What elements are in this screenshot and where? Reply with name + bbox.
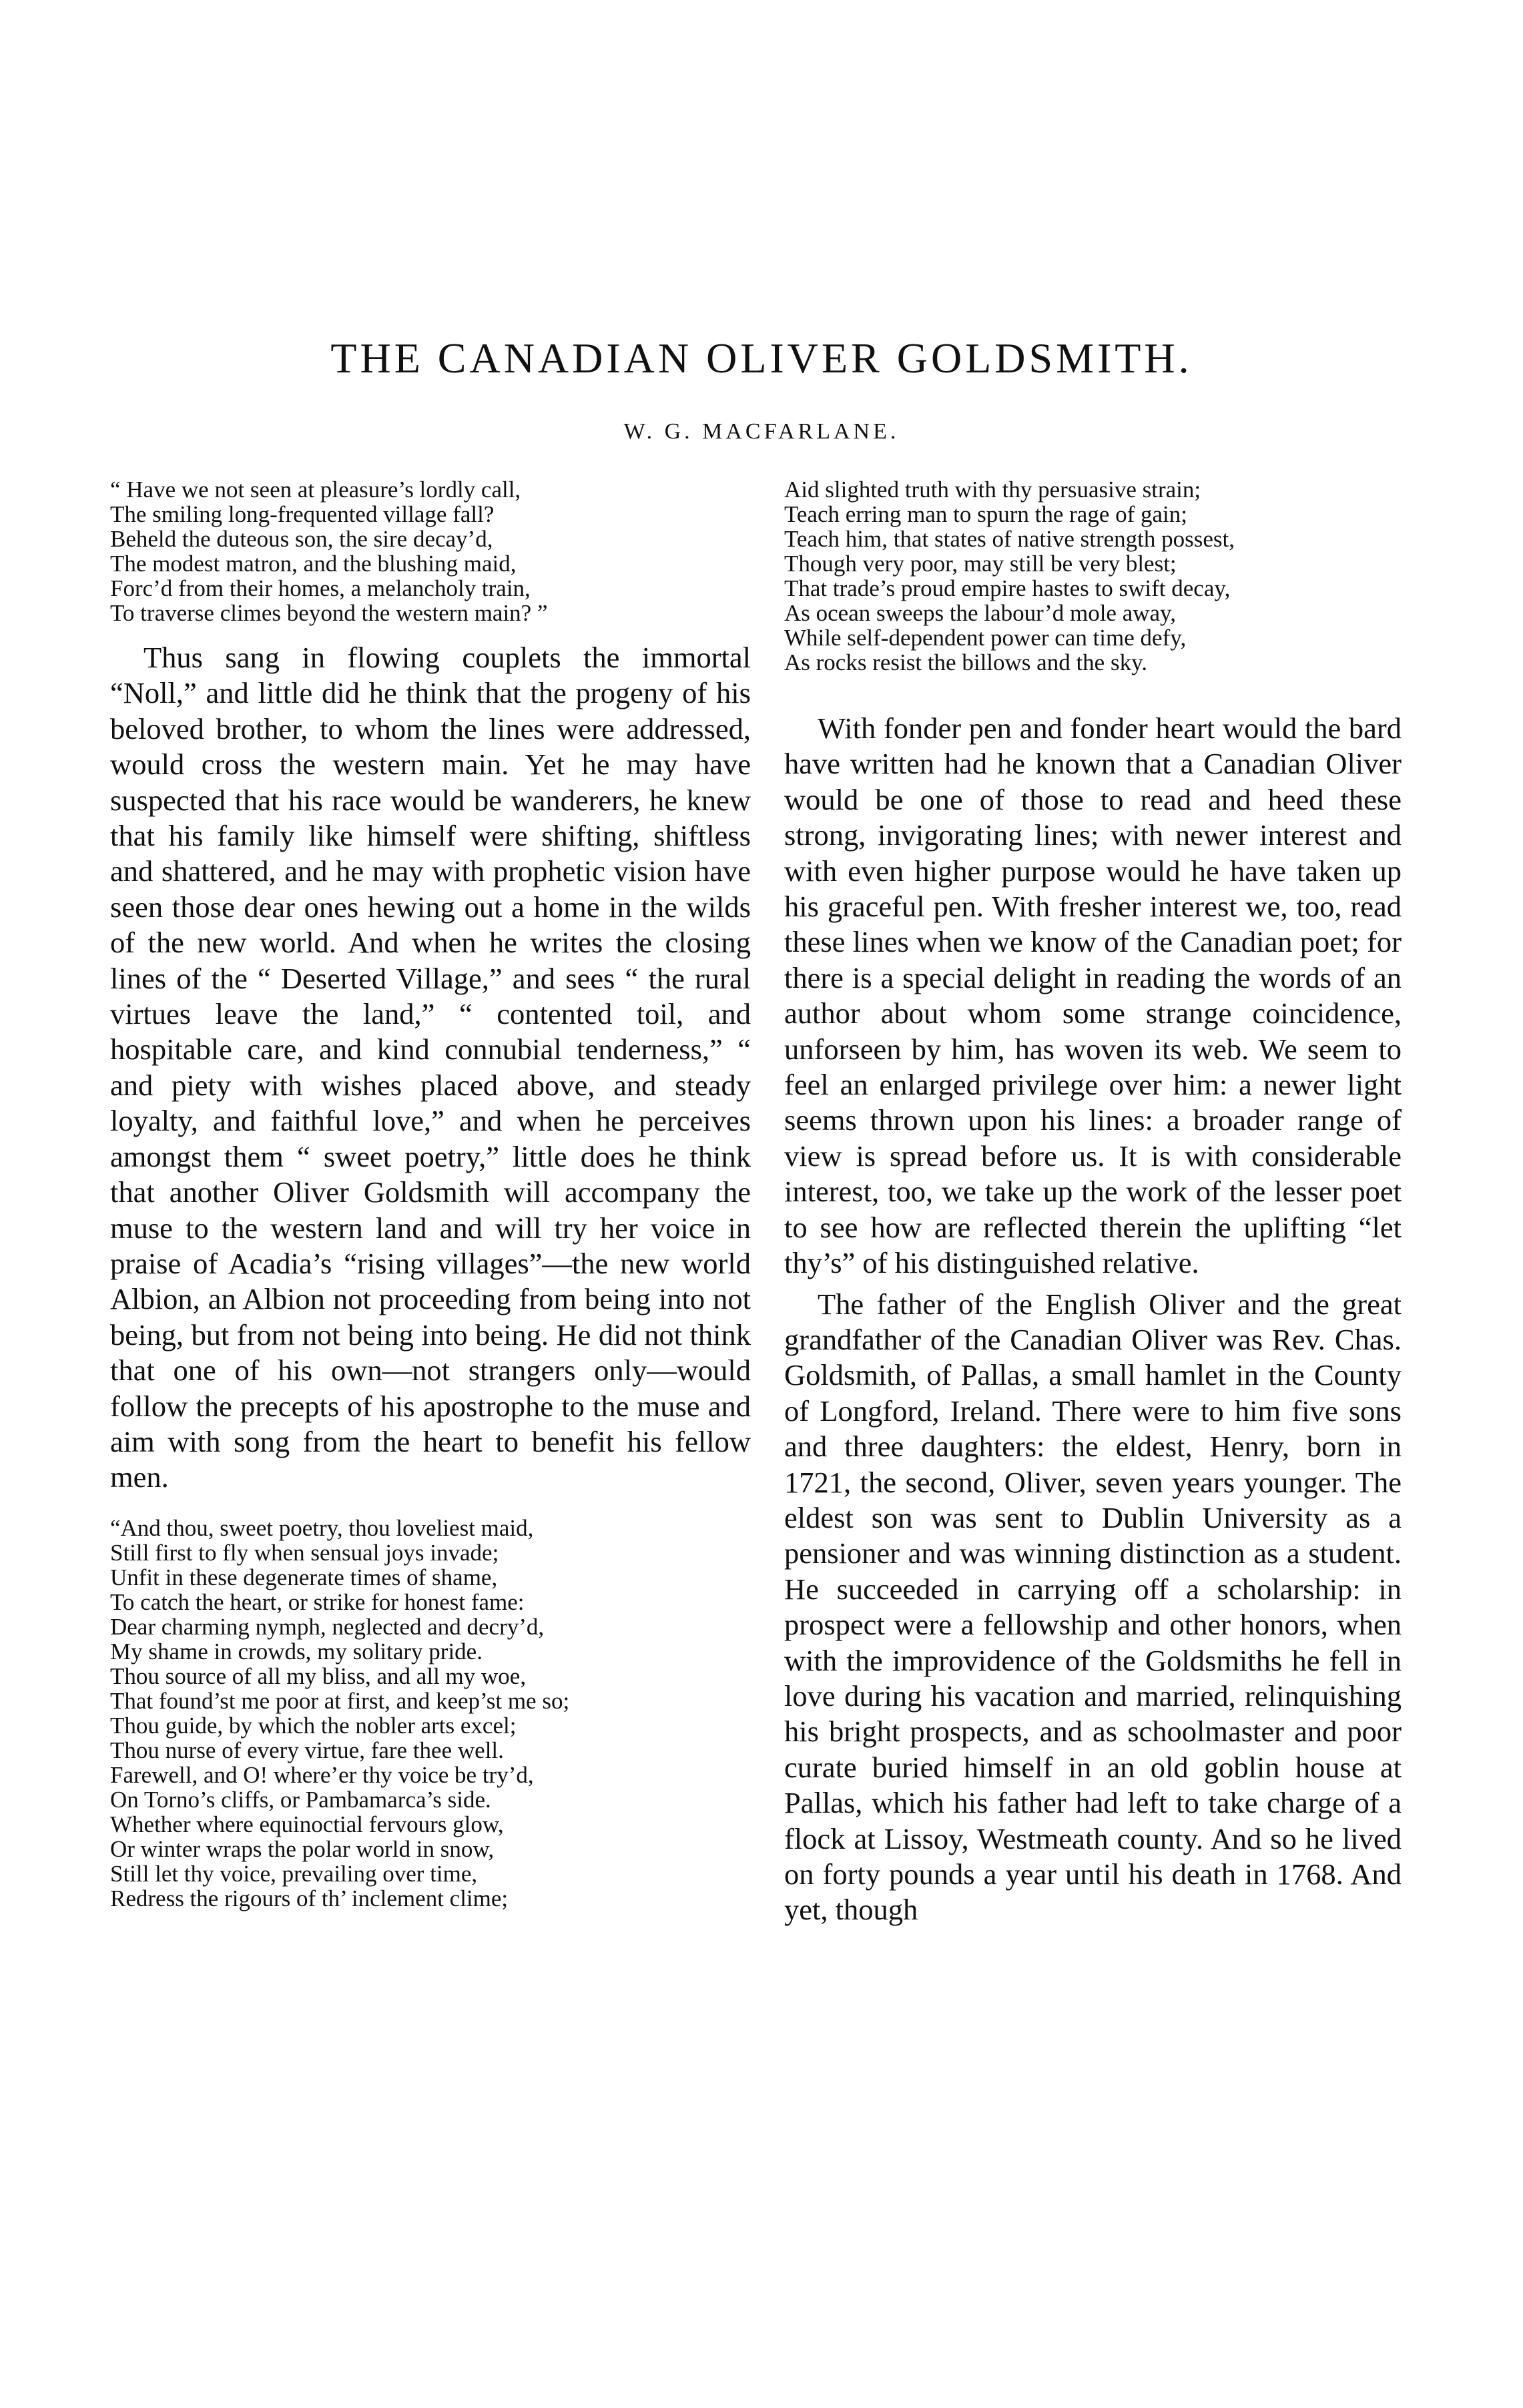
verse-line: Or winter wraps the polar world in snow, xyxy=(110,1835,495,1862)
verse-line: The modest matron, and the blushing maid, xyxy=(110,551,517,577)
article-title: THE CANADIAN OLIVER GOLDSMITH. xyxy=(330,334,1193,382)
verse-line: That found’st me poor at first, and keep’st me so; xyxy=(110,1687,570,1714)
verse-line: Farewell, and O! where’er thy voice be try’d, xyxy=(110,1761,534,1788)
verse-line: On Torno’s cliffs, or Pambamarca’s side. xyxy=(110,1786,491,1813)
verse-line: Forc’d from their homes, a melancholy train, xyxy=(110,575,531,601)
verse-line: As rocks resist the billows and the sky. xyxy=(784,649,1148,675)
verse-line: That trade’s proud empire hastes to swift decay, xyxy=(784,575,1231,601)
verse-line: Thou guide, by which the nobler arts excel; xyxy=(110,1712,517,1739)
verse-line: Still let thy voice, prevailing over time, xyxy=(110,1860,478,1887)
closing-verse xyxy=(110,1516,751,1911)
verse-line: Whether where equinoctial fervours glow, xyxy=(110,1811,504,1837)
verse-line: Redress the rigours of th’ inclement clime; xyxy=(110,1885,509,1911)
article-author: W. G. MACFARLANE. xyxy=(623,419,900,444)
verse-line: To catch the heart, or strike for honest fame: xyxy=(110,1588,525,1615)
verse-line: Aid slighted truth with thy persuasive strain; xyxy=(784,477,1201,503)
left-column xyxy=(110,477,751,1911)
verse-line: Teach him, that states of native strength possest, xyxy=(784,526,1235,552)
verse-line: Unfit in these degenerate times of shame, xyxy=(110,1564,498,1590)
verse-line: Thou nurse of every virtue, fare thee well. xyxy=(110,1737,504,1763)
verse-line: Still first to fly when sensual joys invade; xyxy=(110,1539,499,1566)
verse-line: “ Have we not seen at pleasure’s lordly call, xyxy=(110,477,521,503)
verse-line: The smiling long-frequented village fall? xyxy=(110,501,495,527)
verse-line: Though very poor, may still be very blest; xyxy=(784,551,1177,577)
verse-line: My shame in crowds, my solitary pride. xyxy=(110,1638,483,1665)
continued-verse xyxy=(784,477,1402,675)
verse-line: Dear charming nymph, neglected and decry’d, xyxy=(110,1613,545,1640)
verse-line: “And thou, sweet poetry, thou loveliest maid, xyxy=(110,1514,534,1541)
opening-verse xyxy=(110,477,751,625)
right-column xyxy=(784,477,1402,1928)
right-paragraph-1: With fonder pen and fonder heart would the bard have written had he known that a Canadian Oliver would be one of those to read and heed these strong, invigorating lines; with newer interest and with even higher purpose would he have taken up his graceful pen. With fresher interest we, too, read these lines when we know of the Canadian poet; for there is a special delight in reading the words of an author about whom some strange coincidence, unforseen by him, has woven its web. We seem to feel an enlarged privilege over him: a newer light seems thrown upon his lines: a broader range of view is spread before us. It is with considerable interest, too, we take up the work of the lesser poet to see how are reflected therein the uplifting “let thy’s” of his distinguished relative. xyxy=(784,711,1402,1280)
right-paragraph-2: The father of the English Oliver and the great grandfather of the Canadian Oliver was Rev. Chas. Goldsmith, of Pallas, a small hamlet in the County of Longford, Ireland. There were to him five sons and three daughters: the eldest, Henry, born in 1721, the second, Oliver, seven years younger. The eldest son was sent to Dublin University as a pensioner and was winning distinction as a student. He succeeded in carrying off a scholarship: in prospect were a fellowship and other honors, when with the improvidence of the Goldsmiths he fell in love during his vacation and married, relinquishing his bright prospects, and as schoolmaster and poor curate buried himself in an old goblin house at Pallas, which his father had left to take charge of a flock at Lissoy, Westmeath county. And so he lived on forty pounds a year until his death in 1768. And yet, though xyxy=(784,1287,1402,1927)
verse-line: Beheld the duteous son, the sire decay’d, xyxy=(110,526,493,552)
verse-line: As ocean sweeps the labour’d mole away, xyxy=(784,600,1177,626)
left-paragraph-1: Thus sang in flowing couplets the immortal “Noll,” and little did he think that the progeny of his beloved brother, to whom the lines were addressed, would cross the western main. Yet he may have suspected that his race would be wanderers, he knew that his family like himself were shifting, shiftless and shattered, and he may with prophetic vision have seen those dear ones hewing out a home in the wilds of the new world. And when he writes the closing lines of the “ Deserted Village,” and sees “ the rural virtues leave the land,” “ contented toil, and hospitable care, and kind connubial tenderness,” “ and piety with wishes placed above, and steady loyalty, and faithful love,” and when he perceives amongst them “ sweet poetry,” little does he think that another Oliver Goldsmith will accompany the muse to the western land and will try her voice in praise of Acadia’s “rising villages”—the new world Albion, an Albion not proceeding from being into not being, but from not being into being. He did not think that one of his own—not strangers only—would follow the precepts of his apostrophe to the muse and aim with song from the heart to benefit his fellow men. xyxy=(110,641,751,1494)
verse-line: While self-dependent power can time defy, xyxy=(784,625,1187,651)
verse-line: Thou source of all my bliss, and all my woe, xyxy=(110,1663,527,1689)
verse-line: Teach erring man to spurn the rage of gain; xyxy=(784,501,1187,527)
verse-line: To traverse climes beyond the western main? ” xyxy=(110,600,548,626)
